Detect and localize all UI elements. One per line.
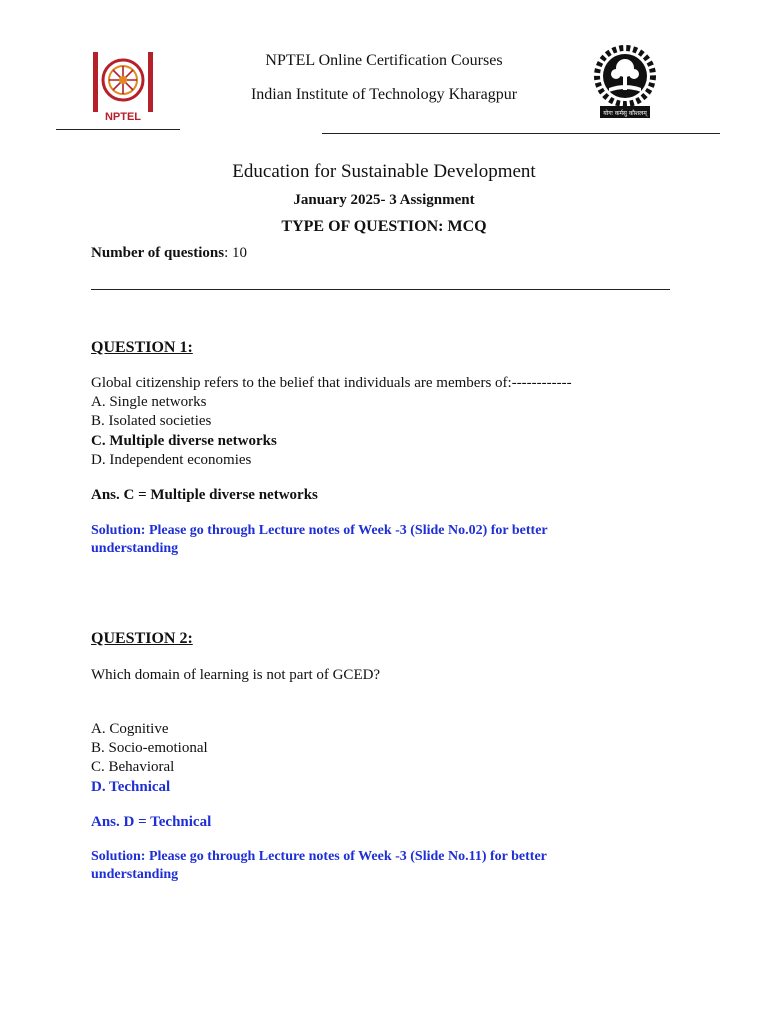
question-1-heading: QUESTION 1: [91, 339, 193, 356]
question-count-label: Number of questions [91, 245, 225, 261]
header-rule-right [322, 133, 720, 134]
question-1-option-c: C. Multiple diverse networks [91, 433, 277, 449]
question-1-option-a: A. Single networks [91, 394, 207, 410]
svg-text:NPTEL: NPTEL [104, 111, 142, 123]
question-1-text: Global citizenship refers to the belief that individuals are members of:------------ [91, 375, 572, 391]
question-2-answer: Ans. D = Technical [91, 814, 212, 830]
course-title: Education for Sustainable Development [232, 161, 536, 182]
question-type: TYPE OF QUESTION: MCQ [281, 218, 487, 235]
question-2-solution: Solution: Please go through Lecture notes of Week -3 (Slide No.11) for better understanding [91, 849, 547, 882]
question-2-option-c: C. Behavioral [91, 759, 175, 775]
question-2-heading: QUESTION 2: [91, 630, 193, 647]
question-count-value: : 10 [224, 245, 247, 261]
question-count [91, 245, 247, 262]
assignment-title: January 2025- 3 Assignment [293, 192, 475, 208]
question-2-option-b: B. Socio-emotional [91, 740, 208, 756]
question-2-option-a: A. Cognitive [91, 721, 169, 737]
header-line-1: NPTEL Online Certification Courses [265, 52, 503, 69]
header-rule-left [56, 129, 180, 130]
question-1-option-b: B. Isolated societies [91, 413, 212, 429]
question-2-option-d: D. Technical [91, 779, 171, 795]
question-1-solution: Solution: Please go through Lecture notes of Week -3 (Slide No.02) for better understanding [91, 523, 548, 556]
question-2-text: Which domain of learning is not part of GCED? [91, 667, 381, 683]
svg-text:योगः कर्मसु कौशलम्: योगः कर्मसु कौशलम् [603, 110, 647, 117]
section-divider [91, 289, 670, 290]
header-line-2: Indian Institute of Technology Kharagpur [250, 86, 518, 103]
question-1-answer: Ans. C = Multiple diverse networks [91, 487, 318, 503]
question-1-option-d: D. Independent economies [91, 452, 252, 468]
